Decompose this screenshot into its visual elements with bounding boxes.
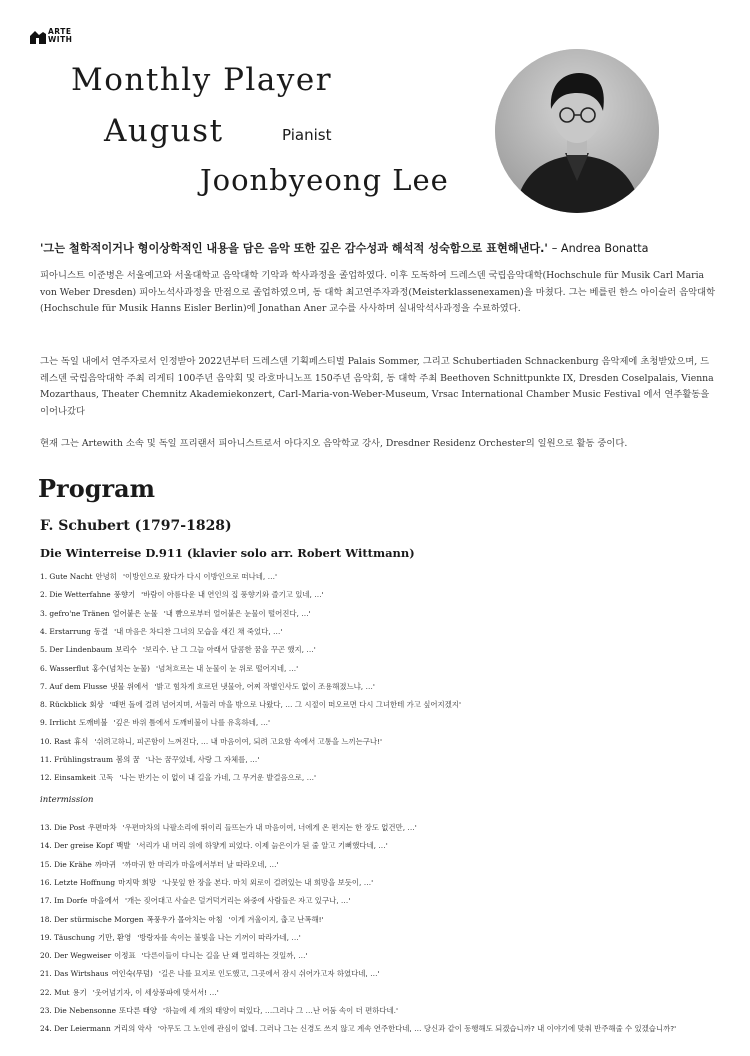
song-item [40,822,417,833]
song-item [40,626,282,637]
song-lyric: '나는 반기는 이 없이 내 길을 가네, 그 무거운 발걸음으로, …' [119,773,317,783]
song-title: Die Krähe [54,859,92,869]
quote-text: '그는 철학적이거나 형이상학적인 내용을 담은 음악 또한 깊은 감수성과 해석적 성숙함으로 표현해낸다.' [40,242,548,255]
performer-name: Joonbyeong Lee [200,163,449,197]
logo-text-bottom: WITH [48,35,73,44]
song-item [40,644,316,655]
song-title: Die Post [54,823,86,832]
song-lyric: '보리수. 난 그 그늘 아래서 달콤한 꿈을 꾸곤 했지, …' [142,645,316,655]
song-lyric: '밝고 힘차게 흐르던 냇물아, 어찌 작별인사도 없이 조용해졌느냐, …' [154,681,375,691]
bio-paragraph-education: 피아니스트 이준병은 서울예고와 서울대학교 음악대학 기악과 학사과정을 졸업하였다. 이후 도독하여 드레스덴 국립음악대학(Hochschule für Musik Carl Maria von Weber Dresden) 피아노석사과정을 만점으로 졸업하였으며, 동 대학 최고연주자과정(Meisterklassenexamen)을 마쳤다. 그는 베를린 한스 아이슬러 음악대학(Hochschule für Musik Hanns Eisler Berlin)에 Jonathan Aner 교수를 사사하며 실내악석사과정을 수료하였다. [40,270,716,314]
song-lyric: '다른이들이 다니는 길을 난 왜 멀리하는 것일까, …' [141,951,308,961]
intermission-label: intermission [40,795,94,805]
song-num: 22. [40,987,52,997]
song-title: Der greise Kopf [54,841,114,851]
logo-icon [30,30,46,44]
artewith-logo [30,26,90,50]
song-title: Täuschung [54,932,95,942]
song-item [40,571,277,582]
song-item [40,877,373,888]
song-korean-title: 보리수 [115,645,137,655]
song-item [40,772,316,783]
song-title: Der Wegweiser [54,951,112,961]
song-num: 7. [40,681,48,691]
song-lyric: '까마귀 한 마리가 마을에서부터 날 따라오네, …' [122,859,279,869]
song-korean-title: 이정표 [114,951,136,961]
bio-paragraph-career: 그는 독일 내에서 연주자로서 인정받아 2022년부터 드레스덴 기획페스티벌 Palais Sommer, 그리고 Schubertiaden Schnackenburg 음악제에 초청받았으며, 드레스덴 국립음악대학 주최 리게티 100주년 음악회 및 라흐마니노프 150주년 음악회, 동 대학 주최 Beethoven Schnittpunkte IX, Dresden Coselpalais, Vienna Mozarthaus, Theater Chemnitz Akademiekonzert, Carl-Maria-von-Weber-Museum, Vrsac International Chamber Music Festival 에서 연주활동을 이어나갔다 [40,356,714,417]
song-korean-title: 회상 [89,700,104,710]
song-title: Letzte Hoffnung [54,877,116,887]
song-lyric: '쉬려고하니, 피곤함이 느껴진다, … 내 마음이여, 되려 고요함 속에서 고통을 느끼는구나!' [94,736,383,746]
song-korean-title: 백발 [116,841,131,851]
song-num: 3. [40,608,48,618]
song-korean-title: 안녕히 [95,572,117,581]
song-korean-title: 마지막 희망 [118,877,157,887]
song-num: 4. [40,626,48,636]
song-item [40,681,375,692]
song-item [40,859,279,870]
song-title: Rückblick [49,700,87,710]
song-title: Das Wirtshaus [54,969,109,979]
song-korean-title: 폭풍우가 몰아치는 아침 [146,914,223,924]
song-item [40,950,308,961]
song-title: Auf dem Flusse [49,681,108,691]
song-lyric: '아무도 그 노인에 관심이 없네. 그러나 그는 신경도 쓰지 않고 계속 연주한다네, … 당신과 같이 동행해도 되겠습니까? 내 이야기에 맞춰 반주해줄 수 있겠습니까?' [157,1024,677,1034]
song-title: Der Lindenbaum [49,645,113,655]
song-lyric: '넘쳐흐르는 내 눈물이 눈 위로 떨어지네, …' [156,663,299,673]
song-title: Irrlicht [49,718,77,728]
song-num: 19. [40,932,52,942]
work-title: Die Winterreise D.911 (klavier solo arr. Robert Wittmann) [40,546,415,560]
song-lyric: '나는 꿈꾸었네, 사랑 그 자체를, …' [145,755,260,764]
song-lyric: '이방인으로 왔다가 다시 이방인으로 떠나네, …' [122,572,278,581]
song-korean-title: 여인숙(무덤) [111,969,153,979]
song-title: Einsamkeit [54,773,97,783]
song-lyric: '나뭇잎 한 장을 본다. 마치 외로이 걸려있는 내 희망을 보듯이, …' [162,877,374,887]
song-lyric: '때번 돌에 걸려 넘어지며, 서둘러 마을 밖으로 나왔다, … 그 시절이 떠오르면 다시 그녀한테 가고 싶어지겠지' [109,700,461,710]
song-korean-title: 동결 [93,626,109,636]
title-monthly-player: Monthly Player [71,62,333,98]
song-korean-title: 거리의 악사 [113,1024,152,1034]
song-item [40,932,301,943]
song-item [40,608,311,619]
song-lyric: '바람이 아름다운 내 연인의 집 풍향기와 즐기고 있네, …' [141,590,324,600]
song-title: Gute Nacht [49,572,93,581]
song-item [40,699,461,710]
song-item [40,589,324,600]
song-korean-title: 냇물 위에서 [110,681,149,691]
song-item [40,717,270,728]
song-title: Der Leiermann [54,1024,111,1034]
song-num: 10. [40,736,52,746]
song-title: Der stürmische Morgen [54,914,144,924]
logo-text-top: ARTE [48,27,72,36]
song-num: 8. [40,700,48,710]
song-lyric: '하늘에 세 개의 태양이 떠있다, …그러나 그 …난 어둠 속이 더 편하다네.' [163,1006,399,1015]
song-item [40,914,324,925]
song-lyric: '방랑자를 속이는 불빛을 나는 기꺼이 따라가네, …' [137,932,301,942]
song-item [40,987,219,998]
song-lyric: '웃어넘기자, 이 세상풍파에 맞서서! …' [92,987,219,997]
pianist-portrait [495,49,659,213]
song-item [40,1023,676,1034]
song-title: Frühlingstraum [54,755,113,764]
song-korean-title: 또다른 태양 [118,1006,158,1015]
song-num: 5. [40,645,48,655]
song-korean-title: 기만, 환영 [97,932,132,942]
song-num: 14. [40,841,52,851]
song-num: 21. [40,969,52,979]
song-korean-title: 풍향기 [113,590,136,600]
song-title: Wasserflut [49,663,89,673]
quote-author: – Andrea Bonatta [551,242,649,255]
song-num: 6. [40,663,48,673]
song-korean-title: 용기 [72,987,87,997]
song-num: 18. [40,914,52,924]
song-korean-title: 봄의 꿈 [116,755,140,764]
featured-quote [40,240,720,256]
song-num: 9. [40,718,48,728]
song-num: 17. [40,896,52,906]
song-lyric: '개는 짖어대고 사슬은 덜거덕거리는 와중에 사람들은 자고 있구나, …' [124,896,351,906]
song-item [40,1005,398,1016]
song-korean-title: 홍수(넘치는 눈물) [91,663,151,673]
song-item [40,754,259,765]
song-num: 24. [40,1024,52,1034]
song-num: 13. [40,823,52,832]
song-title: Die Nebensonne [54,1006,116,1015]
song-korean-title: 마을에서 [90,896,119,906]
song-korean-title: 우편마차 [88,823,117,832]
song-item [40,968,380,979]
title-month: August [104,113,224,149]
song-title: Mut [54,987,70,997]
song-lyric: '길은 나를 묘지로 인도했고, 그곳에서 잠시 쉬어가고자 하였다네, …' [158,969,380,979]
song-korean-title: 고독 [99,773,114,783]
song-title: Im Dorfe [54,896,88,906]
song-lyric: '이게 겨울이지, 춥고 난폭해!' [228,914,324,924]
bio-paragraph-current: 현재 그는 Artewith 소속 및 독일 프리랜서 피아니스트로서 아다지오 음악학교 강사, Dresdner Residenz Orchester의 일원으로 활동 중이다. [40,438,628,449]
song-lyric: '내 뺨으로부터 얼어붙은 눈물이 떨어진다, …' [163,608,311,618]
composer-name: F. Schubert (1797-1828) [40,518,232,534]
song-num: 1. [40,572,48,581]
song-item [40,736,382,747]
song-title: Rast [54,736,72,746]
song-title: Erstarrung [49,626,91,636]
song-title: gefro'ne Tränen [49,608,110,618]
song-title: Die Wetterfahne [49,590,111,600]
song-korean-title: 도깨비불 [79,718,108,728]
song-lyric: '내 마음은 차디찬 그녀의 모습을 새긴 채 죽었다, …' [114,626,283,636]
song-num: 12. [40,773,52,783]
song-num: 15. [40,859,52,869]
song-num: 16. [40,877,52,887]
program-heading: Program [38,474,156,503]
song-lyric: '깊은 바위 틈에서 도깨비불이 나를 유혹하네, …' [113,718,270,728]
song-korean-title: 휴식 [74,736,89,746]
song-num: 23. [40,1006,52,1015]
performer-role: Pianist [282,126,332,144]
song-item [40,895,350,906]
song-item [40,840,388,851]
song-korean-title: 얼어붙은 눈물 [112,608,158,618]
song-lyric: '서리가 내 머리 위에 하얗게 피었다. 이제 늙은이가 된 줄 알고 기뻐했다네, …' [136,841,388,851]
song-korean-title: 까마귀 [94,859,117,869]
song-num: 11. [40,755,52,764]
song-num: 20. [40,951,52,961]
song-num: 2. [40,590,48,600]
song-lyric: '우편마차의 나팔소리에 뛰이리 들뜨는가 내 마음이여, 너에게 온 편지는 한 장도 없건만, …' [122,823,417,832]
song-item [40,663,298,674]
